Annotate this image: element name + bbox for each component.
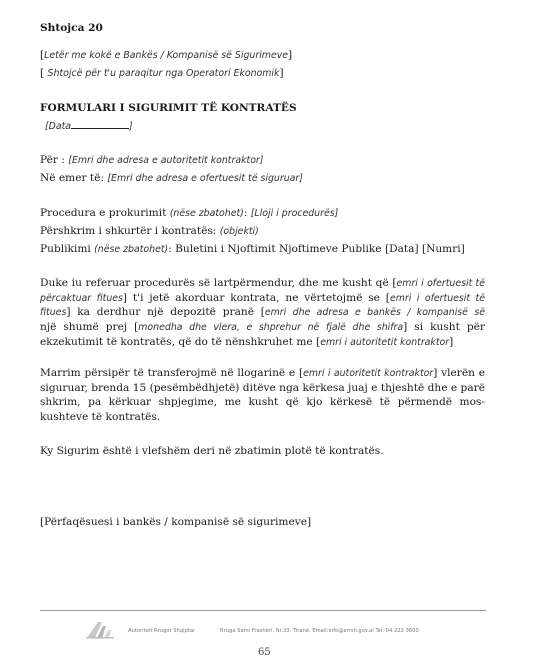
bank-placeholder: emri dhe adresa e bankës / kompanisë së [264,307,485,319]
submission-note [40,66,284,82]
paragraph-line [40,305,485,320]
authority-logo-icon [85,618,115,640]
paragraph-line [40,291,485,306]
procedure-colon: : [243,207,251,219]
footer-divider [40,610,486,611]
footer-address: Rruga Sami Frashëri, Nr.33, Tiranë, Email:info@arrsh.gov.al Tel: 04 222 3600 [220,628,419,634]
date-field [45,118,133,135]
authority-placeholder: emri i autoritetit kontraktor [320,336,450,348]
publication-line [40,242,465,258]
procedure-line [40,206,338,222]
validity-statement: Ky Sigurim është i vlefshëm deri në zbatimin plotë të kontratës. [40,445,384,457]
bracket-open: [ [40,67,48,79]
recipient-label: Për : [40,154,69,166]
procedure-placeholder: [Lloji i procedurës] [250,208,339,219]
publication-note: (nëse zbatohet) [94,244,169,255]
description-label: Përshkrim i shkurtër i kontratës: [40,225,220,237]
on-behalf-placeholder: [Emri dhe adresa e ofertuesit të siguruar] [107,173,303,184]
bracket-close: ] [288,49,293,61]
bracket-open: [ [40,49,45,61]
date-label: [Data [45,121,72,132]
paragraph-text: Duke iu referuar procedurës së lartpërmendur, dhe me kusht që [ [40,277,397,289]
publication-label: Publikimi [40,243,95,255]
page-number: 65 [258,647,271,658]
paragraph-text: ] [449,335,454,348]
paragraph-text: ] t'i jetë akorduar kontrata, ne vërtetojmë se [ [122,291,390,304]
paragraph-line [40,335,485,350]
procedure-label: Procedura e prokurimit [40,207,170,219]
submission-placeholder: Shtojcë për t'u paraqitur nga Operatori Ekonomik [47,68,280,79]
date-blank-line [71,118,129,129]
publication-value: : Buletini i Njoftimit Njoftimeve Publike [Data] [Numri] [168,243,465,255]
guarantee-paragraph [40,276,485,349]
authority-placeholder: emri i autoritetit kontraktor [303,368,434,379]
paragraph-line [40,276,485,291]
paragraph-text: ] ka derdhur një depozitë pranë [ [66,306,265,319]
paragraph-line [40,320,485,335]
bidder-placeholder: emri i ofertuesit të [389,292,485,304]
paragraph-text: ] si kusht për [403,321,485,334]
paragraph-text: Marrim përsipër të transferojmë në llogarinë e [ [40,367,304,379]
bidder-placeholder: emri i ofertuesit të [396,278,485,289]
paragraph-line: kushteve të kontratës. [40,411,161,424]
on-behalf-line [40,171,303,187]
recipient-placeholder: [Emri dhe adresa e autoritetit kontraktor] [68,155,264,166]
transfer-paragraph [40,366,485,425]
form-title: FORMULARI I SIGURIMIT TË KONTRATËS [40,102,297,114]
bracket-close: ] [129,121,133,132]
recipient-line [40,153,263,169]
bracket-close: ] [279,67,284,79]
annex-title: Shtojca 20 [40,22,103,34]
paragraph-line: shkrim, pa kërkuar shpjegime, me kusht që kjo kërkesë të përmendë mos- [40,396,485,409]
bidder-placeholder: fitues [40,307,67,319]
paragraph-line [40,366,485,381]
signature-placeholder: [Përfaqësuesi i bankës / kompanisë së sigurimeve] [40,516,312,528]
bidder-placeholder: përcaktuar fitues [40,292,123,304]
letterhead-placeholder: Letër me kokë e Bankës / Kompanisë së Sigurimeve [44,50,289,61]
letterhead-note [40,48,292,64]
paragraph-text: një shumë prej [ [40,321,139,334]
paragraph-text: ] vlerën e [433,367,485,379]
on-behalf-label: Në emer të: [40,172,108,184]
description-line [40,224,259,240]
amount-placeholder: monedha dhe vlera, e shprehur në fjalë dhe shifra [138,322,404,334]
procedure-note: (nëse zbatohet) [169,208,244,219]
footer-organization: Autoriteti Rrugor Shqiptar [128,628,196,634]
paragraph-line: siguruar, brenda 15 (pesëmbëdhjetë) ditëve nga kërkesa juaj e thjeshtë dhe e parë [40,381,485,394]
description-placeholder: (objekti) [219,226,259,237]
paragraph-text: ekzekutimit të kontratës, që do të nënshkruhet me [ [40,335,321,348]
